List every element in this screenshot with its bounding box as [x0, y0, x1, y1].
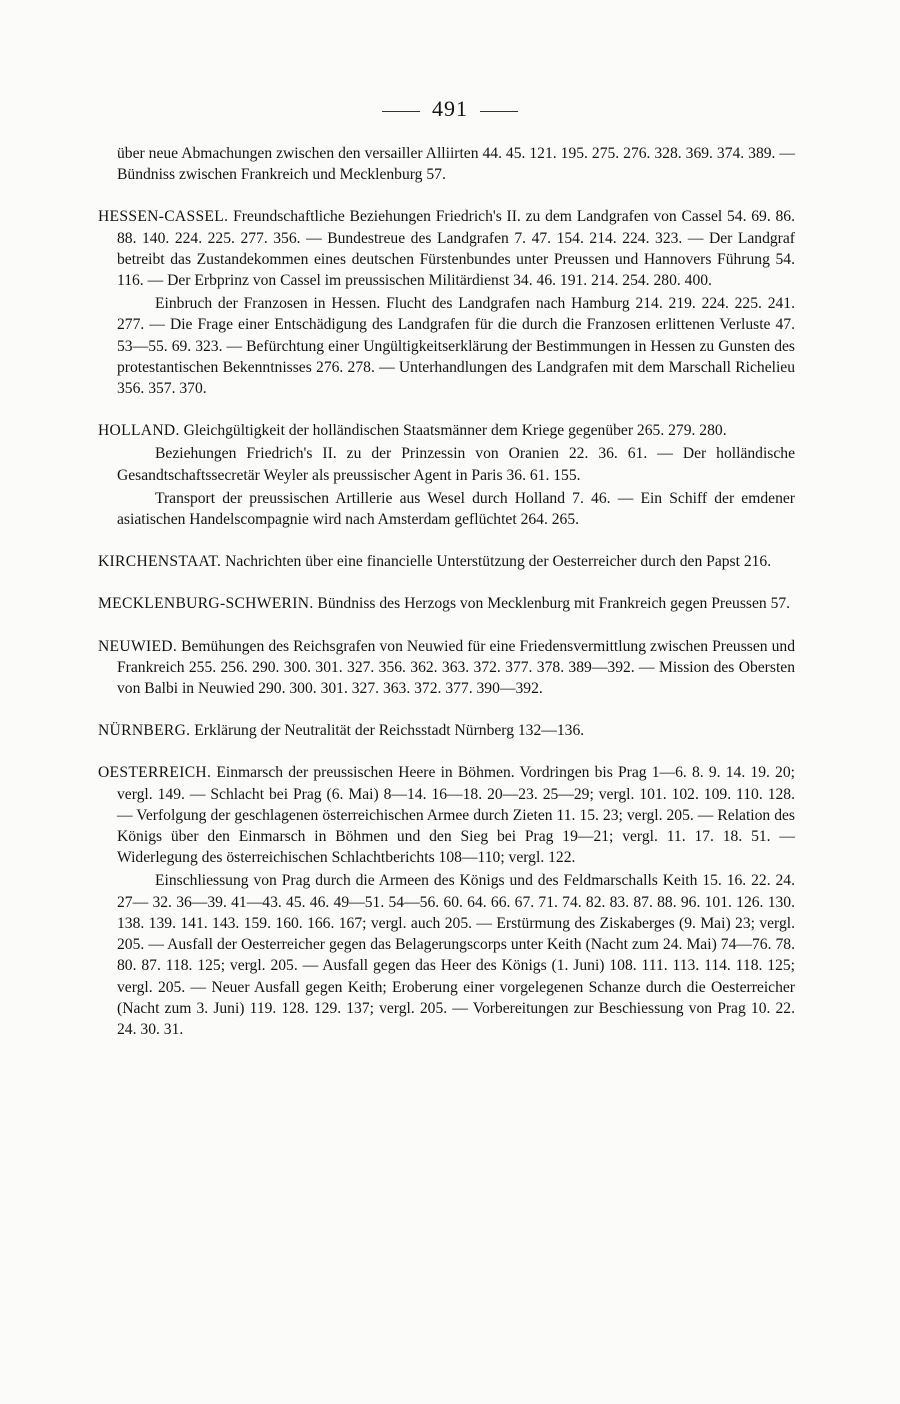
page-number: 491 [432, 96, 468, 121]
continuation-entry [98, 143, 795, 185]
entry-paragraph [98, 720, 795, 741]
entry-hessen-cassel [98, 206, 795, 399]
entry-heading: KIRCHENSTAAT. [98, 553, 222, 571]
entry-paragraph [98, 420, 795, 441]
entry-nuernberg [98, 720, 795, 741]
entry-text: Bündniss des Herzogs von Mecklenburg mit Frankreich gegen Preussen 57. [317, 595, 791, 613]
entry-text: Nachrichten über eine financielle Unterstützung der Oesterreicher durch den Papst 216. [225, 553, 772, 571]
entry-heading: HESSEN-CASSEL. [98, 208, 229, 226]
continuation-text: über neue Abmachungen zwischen den versailler Alliirten 44. 45. 121. 195. 275. 276. 328. 369. 374. 389. — Bündniss zwischen Frankreich und Mecklenburg 57. [117, 145, 795, 184]
page-header [0, 96, 900, 122]
entry-paragraph [98, 636, 795, 700]
entry-text: Gleichgültigkeit der holländischen Staatsmänner dem Kriege gegenüber 265. 279. 280. [183, 422, 727, 440]
header-rule-left [382, 111, 420, 112]
entry-paragraph [98, 206, 795, 291]
entry-heading: HOLLAND. [98, 422, 180, 440]
entry-subparagraph: Einbruch der Franzosen in Hessen. Flucht des Landgrafen nach Hamburg 214. 219. 224. 225. 241. 277. — Die Frage einer Entschädigung des Landgrafen für die durch die Franzosen erlittenen Verluste 47. 53—55. 69. 323. — Befürchtung einer Ungültigkeitserklärung der Bestimmungen in Hessen zu Gunsten des protestantischen Bekenntnisses 276. 278. — Unterhandlungen des Landgrafen mit dem Marschall Richelieu 356. 357. 370. [117, 295, 795, 398]
entry-subparagraph: Beziehungen Friedrich's II. zu der Prinzessin von Oranien 22. 36. 61. — Der holländische Gesandtschaftssecretär Weyler als preussischer Agent in Paris 36. 61. 155. [117, 445, 795, 484]
entry-heading: MECKLENBURG-SCHWERIN. [98, 595, 314, 613]
entry-heading: OESTERREICH. [98, 764, 212, 782]
entry-text: Bemühungen des Reichsgrafen von Neuwied für eine Friedensvermittlung zwischen Preussen und Frankreich 255. 256. 290. 300. 301. 327. 356. 362. 363. 372. 377. 378. 389—392. — Mission des Obersten von Balbi in Neuwied 290. 300. 301. 327. 363. 372. 377. 390—392. [117, 637, 795, 698]
entry-holland [98, 420, 795, 530]
entry-paragraph [98, 593, 795, 614]
entry-heading: NEUWIED. [98, 637, 178, 655]
entry-paragraph [98, 551, 795, 572]
index-content [98, 143, 795, 1061]
entry-text: Freundschaftliche Beziehungen Friedrich's II. zu dem Landgrafen von Cassel 54. 69. 86. 88. 140. 224. 225. 277. 356. — Bundestreue des Landgrafen 7. 47. 154. 214. 224. 323. — Der Landgraf betreibt das Zustandekommen eines deutschen Fürstenbundes unter Preussen und Hannovers Führung 54. 116. — Der Erbprinz von Cassel im preussischen Militärdienst 34. 46. 191. 214. 254. 280. 400. [117, 208, 795, 290]
entry-text: Erklärung der Neutralität der Reichsstadt Nürnberg 132—136. [194, 722, 585, 740]
entry-text: Einmarsch der preussischen Heere in Böhmen. Vordringen bis Prag 1—6. 8. 9. 14. 19. 20; vergl. 149. — Schlacht bei Prag (6. Mai) 8—14. 16—18. 20—23. 25—29; vergl. 101. 102. 109. 110. 128. — Verfolgung der geschlagenen österreichischen Armee durch Zieten 11. 15. 23; vergl. 205. — Relation des Königs über den Einmarsch in Böhmen und den Sieg bei Prag 19—21; vergl. 11. 17. 18. 51. — Widerlegung des österreichischen Schlachtberichts 108—110; vergl. 122. [117, 764, 795, 867]
entry-neuwied [98, 636, 795, 700]
entry-heading: NÜRNBERG. [98, 722, 191, 740]
entry-subparagraph: Transport der preussischen Artillerie aus Wesel durch Holland 7. 46. — Ein Schiff der emdener asiatischen Handelscompagnie wird nach Amsterdam geflüchtet 264. 265. [117, 489, 795, 529]
header-rule-right [480, 111, 518, 112]
entry-oesterreich [98, 762, 795, 1040]
entry-paragraph [98, 762, 795, 868]
entry-mecklenburg-schwerin [98, 593, 795, 614]
entry-subparagraph: Einschliessung von Prag durch die Armeen des Königs und des Feldmarschalls Keith 15. 16. 22. 24. 27— 32. 36—39. 41—43. 45. 46. 49—51. 54—56. 60. 64. 66. 67. 71. 74. 82. 83. 87. 88. 96. 101. 126. 130. 138. 139. 141. 143. 159. 160. 166. 167; vergl. auch 205. — Erstürmung des Ziskaberges (9. Mai) 23; vergl. 205. — Ausfall der Oesterreicher gegen das Belagerungscorps unter Keith (Nacht zum 24. Mai) 74—76. 78. 80. 87. 118. 125; vergl. 205. — Ausfall gegen das Heer des Königs (1. Juni) 108. 111. 113. 114. 118. 125; vergl. 205. — Neuer Ausfall gegen Keith; Eroberung einer vorgelegenen Schanze durch die Oesterreicher (Nacht zum 3. Juni) 119. 128. 129. 137; vergl. 205. — Vorbereitungen zur Beschiessung von Prag 10. 22. 24. 30. 31. [117, 872, 795, 1038]
entry-kirchenstaat [98, 551, 795, 572]
